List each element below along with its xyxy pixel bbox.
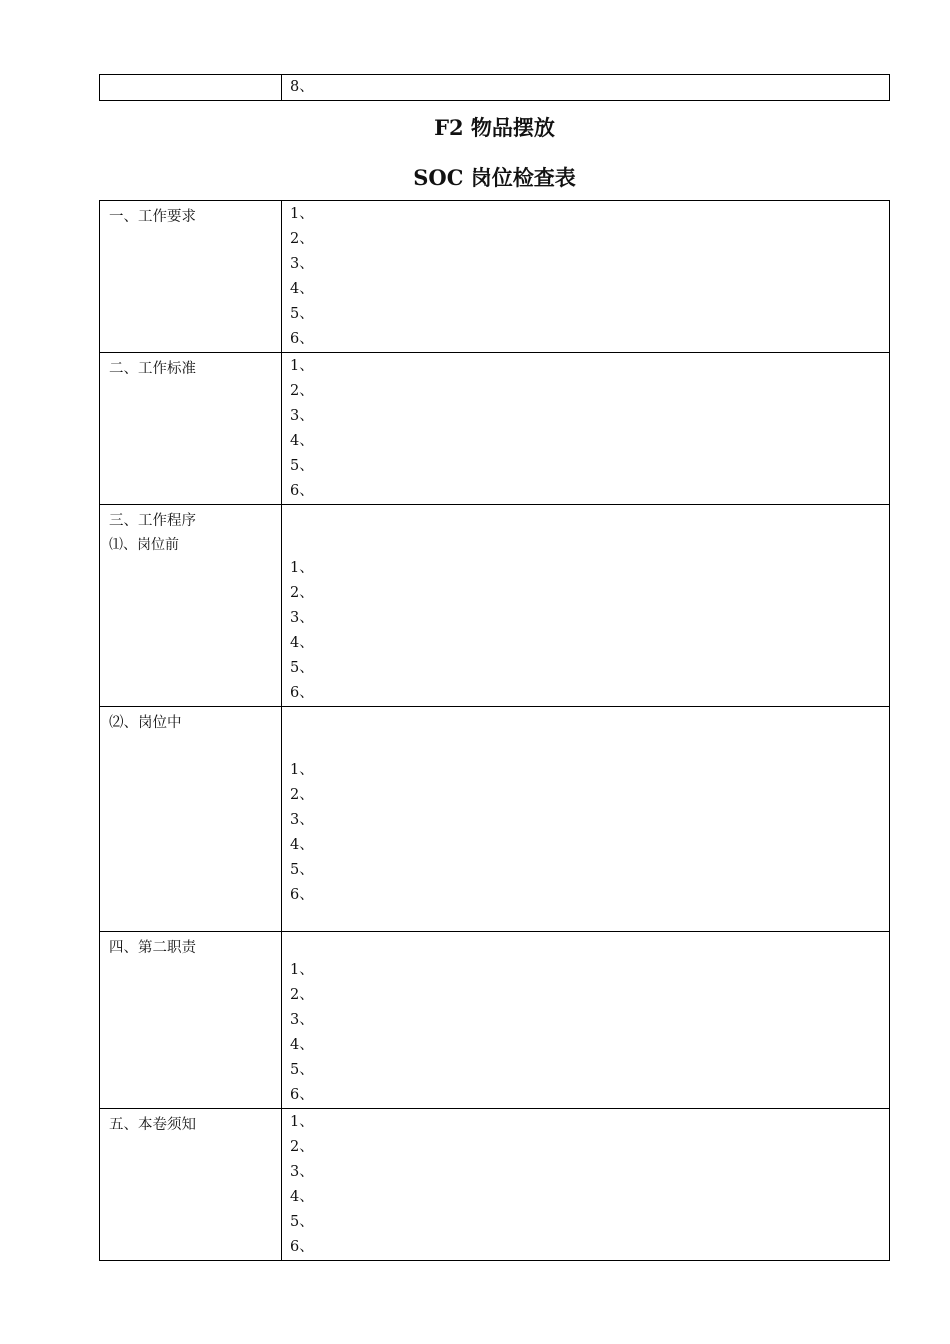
table-row [100,505,890,707]
section-label: ⑵、岗位中 [109,715,182,731]
list-item: 8、 [290,79,314,95]
section-label: 二、工作标准 [109,361,196,377]
list-item: 1、 [290,962,314,978]
list-item: 2、 [290,987,314,1003]
list-item: 3、 [290,610,314,626]
list-item: 5、 [290,306,314,322]
list-item: 5、 [290,660,314,676]
table-row [100,932,890,1109]
list-item: 2、 [290,585,314,601]
items-cell [282,1109,890,1261]
list-item: 3、 [290,408,314,424]
section-label: 一、工作要求 [109,209,196,225]
section-heading: F2 物品摆放 [434,115,555,140]
table-row [100,707,890,932]
items-cell [282,201,890,353]
list-item: 2、 [290,231,314,247]
table-row [100,353,890,505]
list-item: 3、 [290,812,314,828]
table-row [100,201,890,353]
list-item: 4、 [290,1189,314,1205]
section-label-cell [100,932,282,1109]
list-item: 4、 [290,433,314,449]
list-item: 3、 [290,1012,314,1028]
items-cell [282,75,890,101]
list-item: 2、 [290,787,314,803]
list-item: 3、 [290,1164,314,1180]
items-cell [282,707,890,932]
list-item: 2、 [290,383,314,399]
items-cell [282,505,890,707]
list-item: 1、 [290,206,314,222]
section-label: 四、第二职责 [109,940,196,956]
section-label-cell [100,707,282,932]
list-item: 5、 [290,1062,314,1078]
list-item: 1、 [290,358,314,374]
list-item: 5、 [290,1214,314,1230]
section-sublabel: ⑴、岗位前 [109,537,179,553]
section-label: 五、本卷须知 [109,1117,196,1133]
empty-label-cell [100,75,282,101]
list-item: 5、 [290,458,314,474]
list-item: 1、 [290,560,314,576]
list-item: 6、 [290,1087,314,1103]
list-item: 4、 [290,1037,314,1053]
list-item: 4、 [290,837,314,853]
section-label: 三、工作程序 [109,513,196,529]
items-cell [282,932,890,1109]
section-label-cell [100,353,282,505]
table-row [100,75,890,101]
items-cell [282,353,890,505]
list-item: 2、 [290,1139,314,1155]
list-item: 1、 [290,762,314,778]
top-fragment-table [99,74,890,101]
section-label-cell [100,1109,282,1261]
checklist-table [99,200,890,1261]
list-item: 4、 [290,635,314,651]
section-label-cell [100,201,282,353]
list-item: 6、 [290,483,314,499]
section-label-cell [100,505,282,707]
list-item: 3、 [290,256,314,272]
list-item: 1、 [290,1114,314,1130]
list-item: 6、 [290,887,314,903]
list-item: 6、 [290,685,314,701]
list-item: 5、 [290,862,314,878]
list-item: 6、 [290,331,314,347]
page-title: SOC 岗位检查表 [413,165,576,190]
list-item: 6、 [290,1239,314,1255]
list-item: 4、 [290,281,314,297]
table-row [100,1109,890,1261]
